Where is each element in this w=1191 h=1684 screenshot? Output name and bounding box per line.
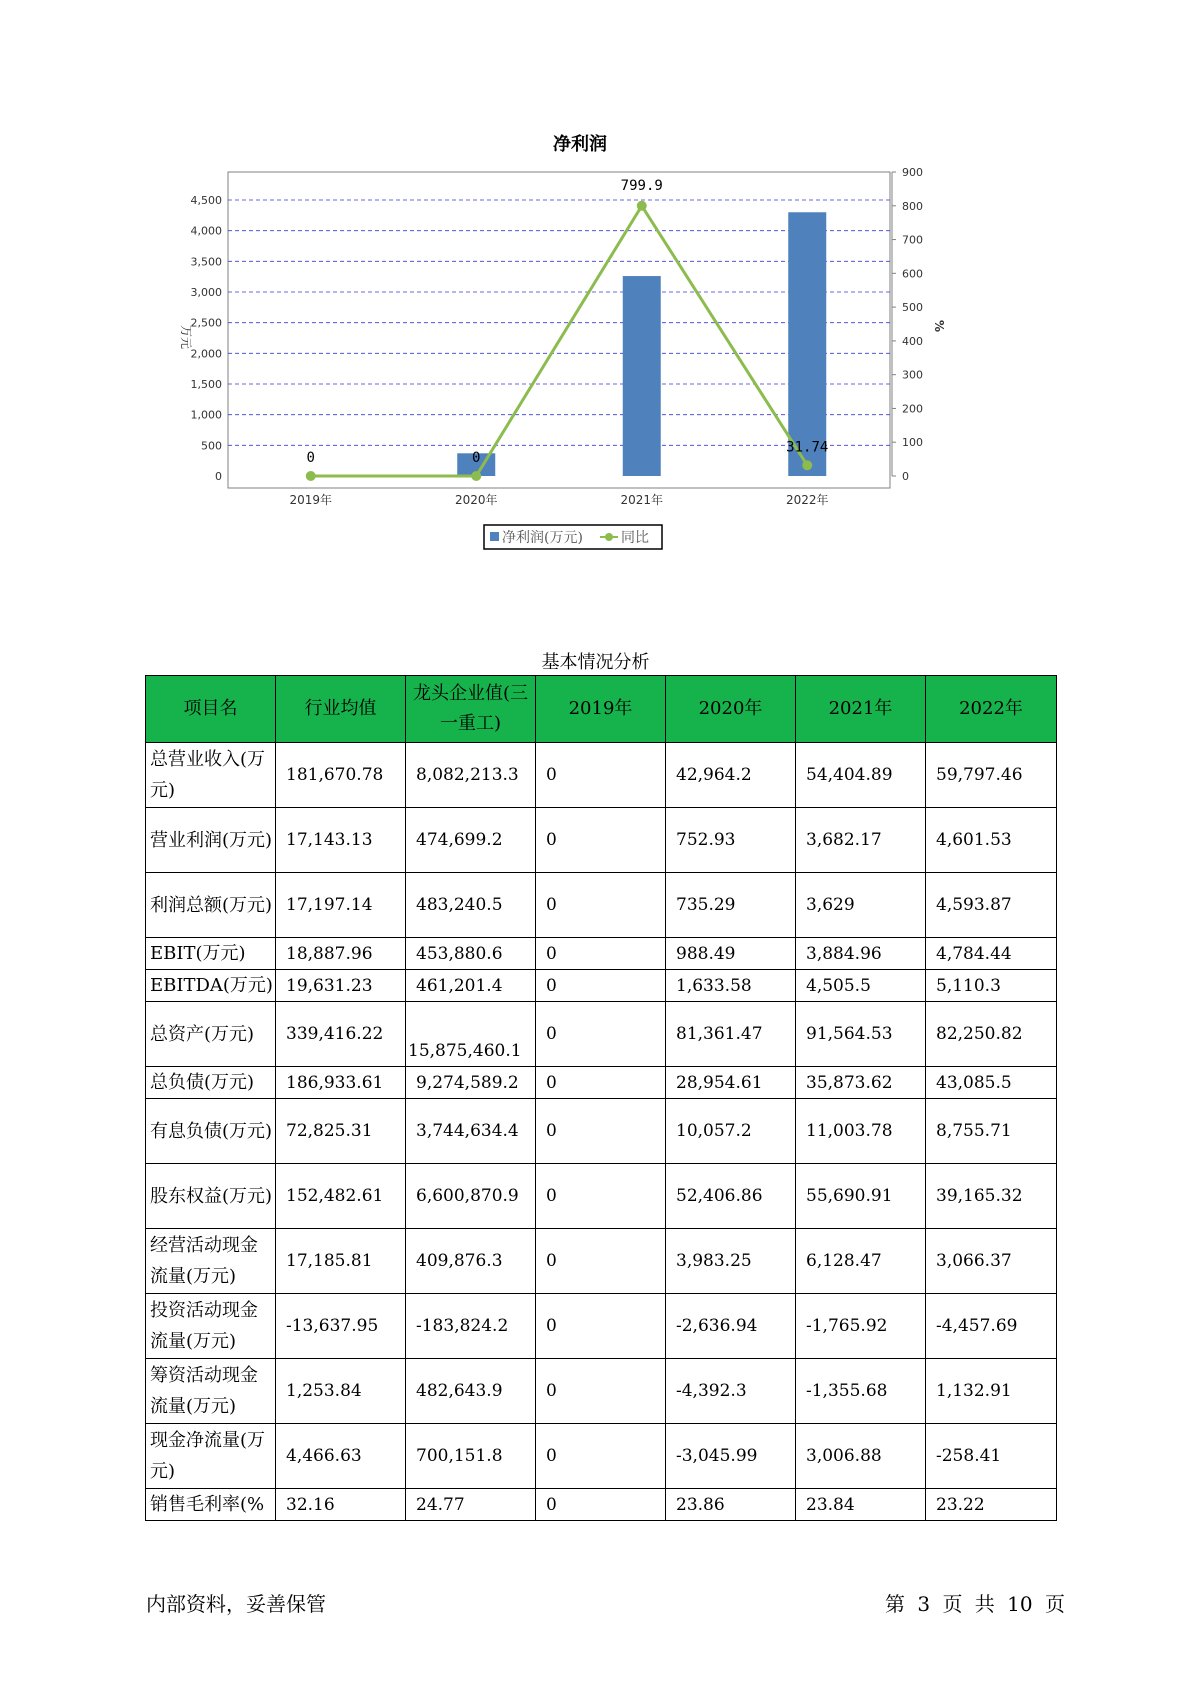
table-cell: 409,876.3 [406,1229,536,1294]
table-cell: 8,082,213.3 [406,743,536,808]
table-cell: 752.93 [666,808,796,873]
y-tick-label: 2,500 [190,316,222,330]
analysis-table [145,675,1057,1521]
table-cell: 8,755.71 [926,1099,1057,1164]
table-cell: 43,085.5 [926,1067,1057,1099]
table-cell: 461,201.4 [406,970,536,1002]
row-label: 总负债(万元) [146,1067,276,1099]
table-cell: 82,250.82 [926,1002,1057,1067]
table-row [146,1359,1057,1424]
table-cell: 0 [536,1229,666,1294]
header-industry-avg: 行业均值 [276,676,406,743]
table-row [146,938,1057,970]
y2-tick-label: 0 [902,470,909,483]
x-tick-label: 2020年 [454,493,498,507]
table-cell: 0 [536,1359,666,1424]
row-label: 经营活动现金流量(万元) [146,1229,276,1294]
table-cell: 4,505.5 [796,970,926,1002]
yoy-data-label: 799.9 [620,177,663,194]
table-cell: 0 [536,1294,666,1359]
table-cell: 988.49 [666,938,796,970]
table-cell: 17,185.81 [276,1229,406,1294]
table-cell: -2,636.94 [666,1294,796,1359]
table-row [146,1002,1057,1067]
table-row [146,1229,1057,1294]
table-cell: 3,066.37 [926,1229,1057,1294]
table-cell: 17,197.14 [276,873,406,938]
row-label: 营业利润(万元) [146,808,276,873]
table-cell: 6,600,870.9 [406,1164,536,1229]
table-cell: 0 [536,1067,666,1099]
table-cell: 0 [536,743,666,808]
yoy-data-label: 31.74 [786,439,829,456]
table-cell: 6,128.47 [796,1229,926,1294]
table-cell: 0 [536,1002,666,1067]
chart-svg [170,130,990,600]
table-cell: -4,392.3 [666,1359,796,1424]
y-tick-label: 4,500 [190,194,222,207]
table-cell: -3,045.99 [666,1424,796,1489]
y-tick-label: 3,000 [190,286,222,299]
y-tick-label: 1,500 [190,378,222,391]
y2-tick-label: 500 [902,301,923,315]
table-cell: 59,797.46 [926,743,1057,808]
y-tick-label: 2,000 [190,347,222,361]
row-label: EBIT(万元) [146,938,276,970]
table-cell: -4,457.69 [926,1294,1057,1359]
table-cell: 0 [536,1424,666,1489]
table-cell: 72,825.31 [276,1099,406,1164]
table-cell: 700,151.8 [406,1424,536,1489]
yoy-data-label: 0 [472,450,481,466]
table-cell: 1,633.58 [666,970,796,1002]
yoy-point [471,471,481,481]
table-cell: 735.29 [666,873,796,938]
table-body [146,743,1057,1521]
x-tick-label: 2021年 [620,493,664,507]
table-cell: 0 [536,938,666,970]
table-row [146,970,1057,1002]
net-profit-chart [170,130,990,600]
table-cell: 23.22 [926,1489,1057,1521]
bar-net-profit [623,276,661,476]
table-header-row [146,676,1057,743]
yoy-point [802,460,812,470]
row-label: 投资活动现金流量(万元) [146,1294,276,1359]
row-label: 总营业收入(万元) [146,743,276,808]
y2-tick-label: 200 [902,402,923,416]
table-cell: 0 [536,1164,666,1229]
yoy-data-label: 0 [306,450,315,466]
table-cell: 3,884.96 [796,938,926,970]
y2-tick-label: 600 [902,267,923,281]
table-cell: 1,132.91 [926,1359,1057,1424]
table-cell: 23.86 [666,1489,796,1521]
footer-page-number: 第 3 页 共 10 页 [885,1592,1065,1616]
table-cell: 11,003.78 [796,1099,926,1164]
y-tick-label: 1,000 [190,408,222,422]
table-row [146,873,1057,938]
row-label: 筹资活动现金流量(万元) [146,1359,276,1424]
row-label: 销售毛利率(% [146,1489,276,1521]
table-cell: 9,274,589.2 [406,1067,536,1099]
bar-net-profit [786,212,829,476]
table-cell: 18,887.96 [276,938,406,970]
table-row [146,1294,1057,1359]
table-cell: 181,670.78 [276,743,406,808]
row-label: 股东权益(万元) [146,1164,276,1229]
legend-line-marker [605,533,613,541]
table-cell: 0 [536,873,666,938]
y2-tick-label: 900 [902,166,923,179]
header-2021: 2021年 [796,676,926,743]
row-label: 总资产(万元) [146,1002,276,1067]
table-cell: 52,406.86 [666,1164,796,1229]
footer-confidential-note: 内部资料，妥善保管 [146,1592,326,1616]
table-cell: 15,875,460.1 [406,1002,536,1067]
table-cell: 32.16 [276,1489,406,1521]
table-row [146,1099,1057,1164]
header-2020: 2020年 [666,676,796,743]
legend-bar-swatch [490,532,499,541]
table-cell: 0 [536,970,666,1002]
legend-label: 净利润(万元) [502,530,583,546]
chart-title: 净利润 [553,134,607,155]
yoy-point [637,201,647,211]
table-cell: 55,690.91 [796,1164,926,1229]
table-cell: 4,593.87 [926,873,1057,938]
table-cell: 152,482.61 [276,1164,406,1229]
yoy-line [311,206,808,476]
table-cell: 23.84 [796,1489,926,1521]
table-caption: 基本情况分析 [541,652,650,673]
table-cell: 39,165.32 [926,1164,1057,1229]
y2-tick-label: 100 [902,436,923,450]
table-cell: -1,355.68 [796,1359,926,1424]
x-tick-label: 2022年 [785,493,829,507]
table-cell: 4,784.44 [926,938,1057,970]
y-axis-title: 万元 [179,325,193,350]
row-label: EBITDA(万元) [146,970,276,1002]
table-cell: 0 [536,808,666,873]
x-tick-label: 2019年 [289,493,333,507]
table-cell: 482,643.9 [406,1359,536,1424]
y2-axis-title: % [932,320,946,333]
table-row [146,743,1057,808]
table-cell: 453,880.6 [406,938,536,970]
header-item-name: 项目名 [146,676,276,743]
y-tick-label: 500 [201,439,222,453]
header-2022: 2022年 [926,676,1057,743]
table-cell: 3,629 [796,873,926,938]
table-cell: 4,466.63 [276,1424,406,1489]
y2-tick-label: 800 [902,199,923,213]
table-cell: 54,404.89 [796,743,926,808]
y-tick-label: 4,000 [190,224,222,238]
table-cell: -1,765.92 [796,1294,926,1359]
row-label: 现金净流量(万元) [146,1424,276,1489]
row-label: 有息负债(万元) [146,1099,276,1164]
table-cell: -13,637.95 [276,1294,406,1359]
yoy-point [306,471,316,481]
table-cell: 1,253.84 [276,1359,406,1424]
table-cell: 10,057.2 [666,1099,796,1164]
table-cell: 0 [536,1099,666,1164]
table-row [146,1067,1057,1099]
table-cell: 186,933.61 [276,1067,406,1099]
y-tick-label: 3,500 [190,255,222,269]
table-cell: 91,564.53 [796,1002,926,1067]
table-cell: 17,143.13 [276,808,406,873]
table-cell: 3,744,634.4 [406,1099,536,1164]
table-cell: 19,631.23 [276,970,406,1002]
y2-tick-label: 700 [902,233,923,247]
table-cell: 3,983.25 [666,1229,796,1294]
table-row [146,1489,1057,1521]
header-leader-value: 龙头企业值(三一重工) [406,676,536,743]
row-label: 利润总额(万元) [146,873,276,938]
y2-tick-label: 300 [902,368,923,382]
table-cell: 35,873.62 [796,1067,926,1099]
table-cell: -183,824.2 [406,1294,536,1359]
header-2019: 2019年 [536,676,666,743]
table-cell: 339,416.22 [276,1002,406,1067]
legend-label: 同比 [621,530,649,546]
table-cell: 3,006.88 [796,1424,926,1489]
table-cell: 24.77 [406,1489,536,1521]
table-cell: 483,240.5 [406,873,536,938]
table-row [146,808,1057,873]
table-cell: 474,699.2 [406,808,536,873]
table-cell: 42,964.2 [666,743,796,808]
table-cell: 28,954.61 [666,1067,796,1099]
table-cell: 4,601.53 [926,808,1057,873]
table-row [146,1424,1057,1489]
table-cell: -258.41 [926,1424,1057,1489]
y-tick-label: 0 [215,470,222,483]
table-cell: 3,682.17 [796,808,926,873]
table-cell: 0 [536,1489,666,1521]
table-row [146,1164,1057,1229]
table-cell: 5,110.3 [926,970,1057,1002]
y2-tick-label: 400 [902,334,923,348]
table-cell: 81,361.47 [666,1002,796,1067]
